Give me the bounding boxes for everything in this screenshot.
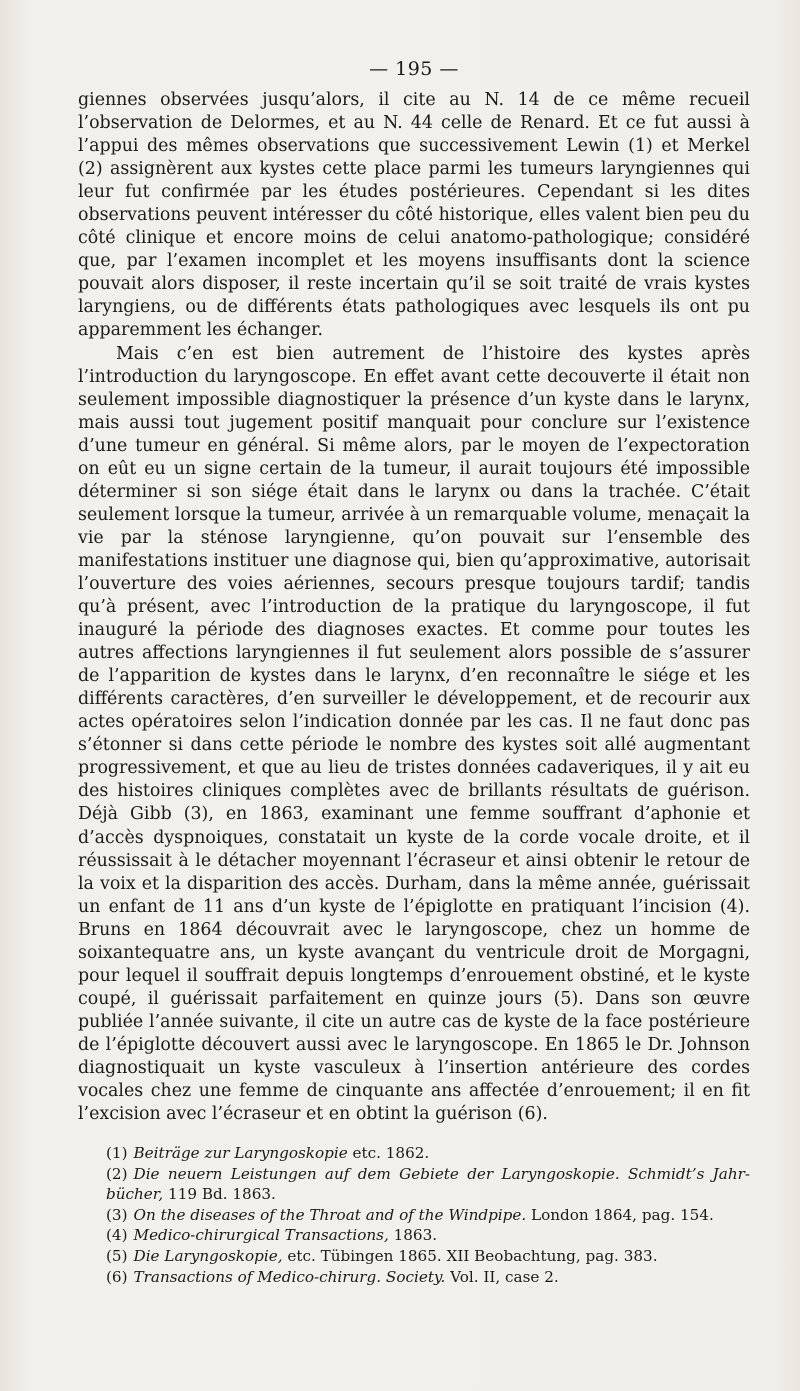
body-text — [78, 89, 750, 1126]
footnote-details: etc. 1862. — [347, 1144, 430, 1163]
footnote-2 — [78, 1164, 750, 1205]
footnote-details: etc. Tübingen 1865. XII Beobachtung, pag. 383. — [282, 1247, 658, 1266]
footnote-title: Die Laryngoskopie, — [133, 1247, 283, 1266]
footnote-title: Medico-chirurgical Transactions, — [133, 1226, 389, 1245]
footnote-number: (1) — [106, 1144, 128, 1163]
footnotes — [78, 1143, 750, 1287]
footnote-title: Beiträge zur Laryngoskopie — [133, 1144, 348, 1163]
footnote-4 — [78, 1225, 750, 1246]
paragraph-1: giennes observées jusqu’alors, il cite au N. 14 de ce même recueil l’observation de Delormes, et au N. 44 celle de Renard. Et ce fut aussi à l’appui des mêmes observations que successivement Lewin (1) et Merkel (2) assignèrent aux kystes cette place parmi les tumeurs laryngiennes qui leur fut confirmée par les études postérieures. Cependant si les dites observations peuvent intéresser du côté historique, elles valent bien peu du côté clinique et encore moins de celui anatomo-pathologique; considéré que, par l’examen incomplet et les moyens insuffisants dont la science pouvait alors disposer, il reste incertain qu’il se soit traité de vrais kystes laryngiens, ou de différents états pathologiques avec lesquels ils ont pu apparemment les échanger. — [78, 90, 750, 341]
page-number: — 195 — — [369, 58, 459, 80]
footnote-title: Transactions of Medico-chirurg. Society. — [133, 1267, 446, 1286]
footnote-1 — [78, 1143, 750, 1164]
footnote-3 — [78, 1205, 750, 1226]
footnote-details: 1863. — [388, 1226, 438, 1245]
paragraph-2: Mais c’en est bien autrement de l’histoire des kystes après l’introduction du laryngoscope. En effet avant cette decouverte il était non seulement impossible diagnostiquer la présence d’un kyste dans le larynx, mais aussi tout jugement positif manquait pour conclure sur l’existence d’une tumeur en général. Si même alors, par le moyen de l’expectoration on eût eu un signe certain de la tumeur, il aurait toujours été impossible déterminer si son siége était dans le larynx ou dans la trachée. C’était seulement lorsque la tumeur, arrivée à un remarquable volume, menaçait la vie par la sténose laryngienne, qu’on pouvait sur l’ensemble des manifestations instituer une diagnose qui, bien qu’approximative, autorisait l’ouverture des voies aériennes, secours presque toujours tardif; tandis qu’à présent, avec l’introduction de la pratique du laryngoscope, il fut inauguré la période des diagnoses exactes. Et comme pour toutes les autres affections laryngiennes il fut seulement alors possible de s’assurer de l’apparition de kystes dans le larynx, d’en reconnaître le siége et les différents caractères, d’en surveiller le développement, et de recourir aux actes opératoires selon l’indication donnée par les cas. Il ne faut donc pas s’étonner si dans cette période le nombre des kystes soit allé augmentant progressivement, et que au lieu de tristes données cadaveriques, il y ait eu des histoires cliniques complètes avec de brillants résultats de guérison. Déjà Gibb (3), en 1863, examinant une femme souffrant d’aphonie et d’accès dyspnoiques, constatait un kyste de la corde vocale droite, et il réussissait à le détacher moyennant l’écraseur et ainsi obtenir le retour de la voix et la disparition des accès. Durham, dans la même année, guérissait un enfant de 11 ans d’un kyste de l’épiglotte en pratiquant l’incision (4). Bruns en 1864 découvrait avec le laryngoscope, chez un homme de soixantequatre ans, un kyste avançant du ventricule droit de Morgagni, pour lequel il souffrait depuis longtemps d’enrouement obstiné, et le kyste coupé, il guérissait parfaitement en quinze jours (5). Dans son œuvre publiée l’année suivante, il cite un autre cas de kyste de la face postérieure de l’épiglotte découvert aussi avec le laryngoscope. En 1865 le Dr. Johnson diagnostiquait un kyste vasculeux à l’insertion antérieure des cordes vocales chez une femme de cinquante ans affectée d’enrouement; il en fit l’excision avec l’écraseur et en obtint la guérison (6). — [78, 343, 750, 1125]
footnote-number: (6) — [106, 1267, 128, 1286]
footnote-title: Die neuern Leistungen auf dem Gebiete der Laryngoskopie. Schmidt’s Jahrbücher, — [106, 1164, 750, 1204]
footnote-details: London 1864, pag. 154. — [526, 1205, 714, 1224]
footnote-title: On the diseases of the Throat and of the Windpipe. — [133, 1205, 527, 1224]
footnote-details: 119 Bd. 1863. — [163, 1185, 276, 1204]
footnote-6 — [78, 1267, 750, 1288]
footnote-number: (2) — [106, 1164, 128, 1183]
footnote-number: (3) — [106, 1205, 128, 1224]
footnote-number: (5) — [106, 1247, 128, 1266]
footnote-details: Vol. II, case 2. — [445, 1267, 559, 1286]
footnote-5 — [78, 1246, 750, 1267]
footnote-number: (4) — [106, 1226, 128, 1245]
